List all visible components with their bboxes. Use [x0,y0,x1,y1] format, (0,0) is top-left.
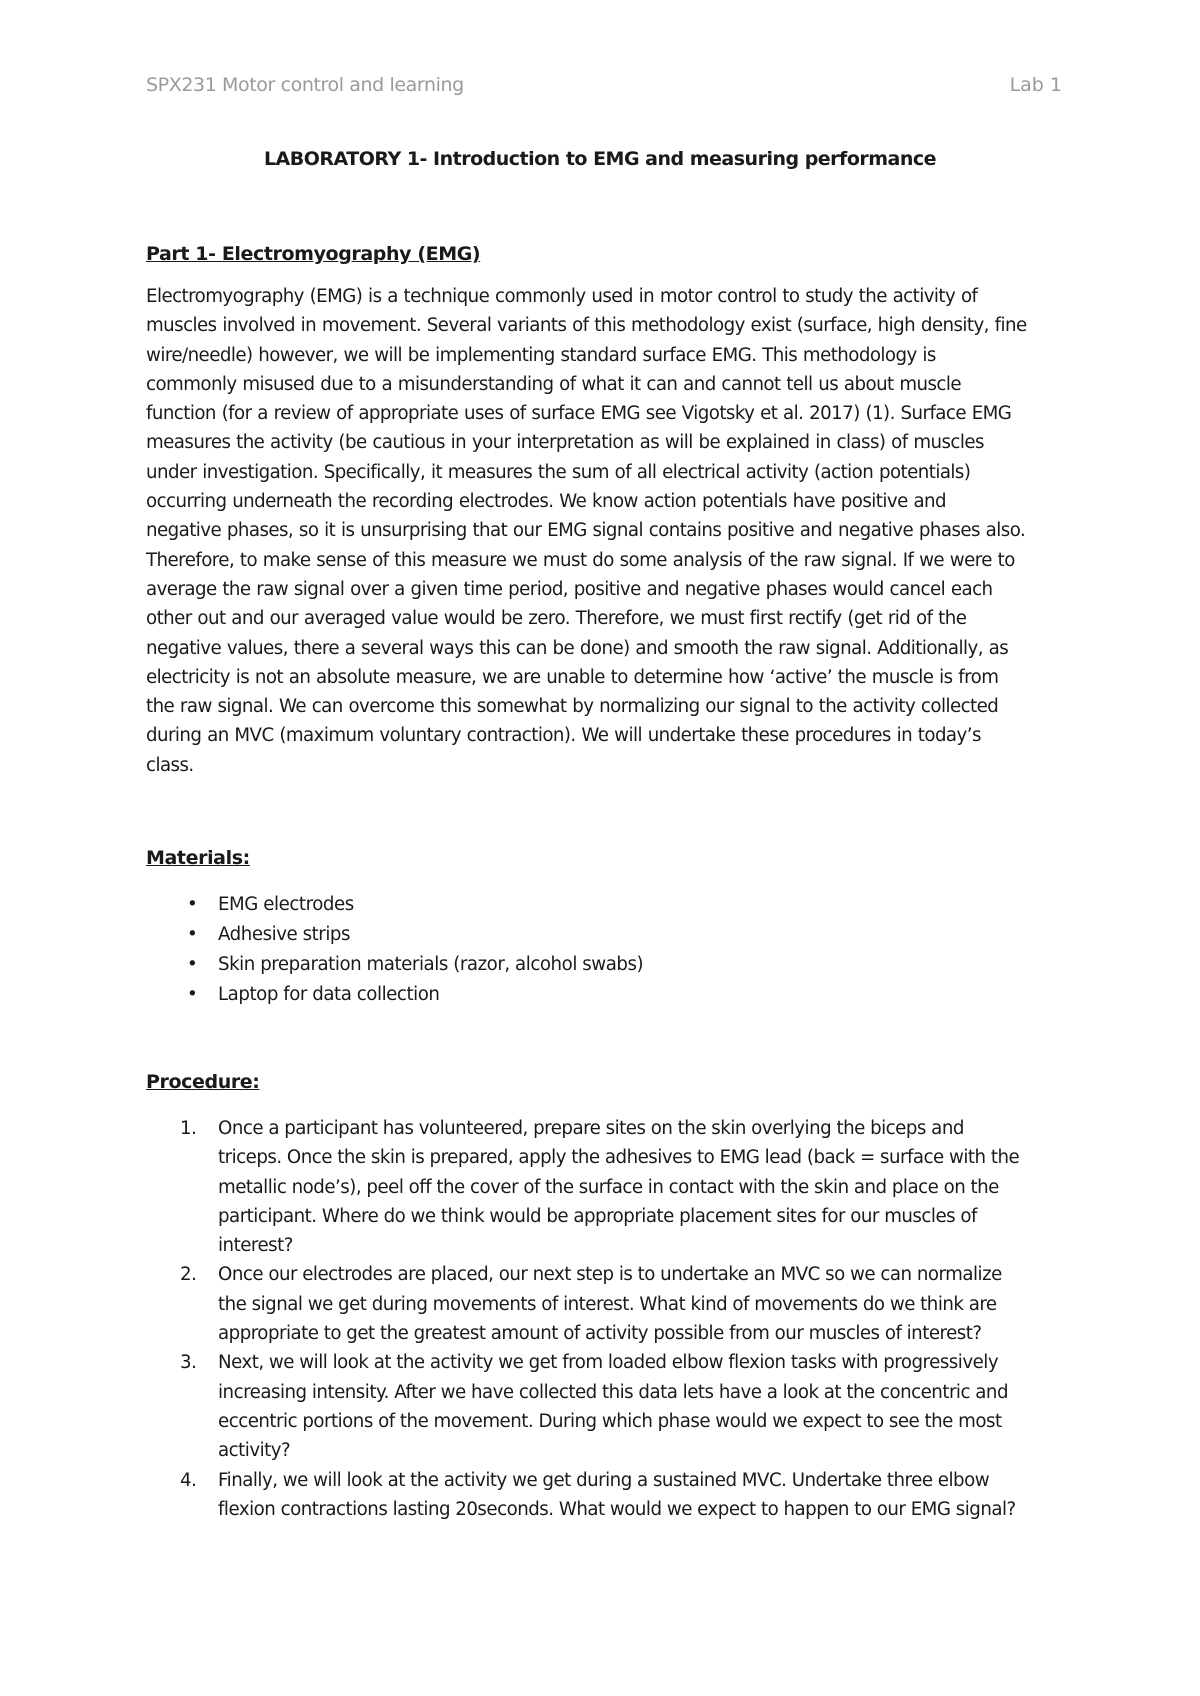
materials-item: Skin preparation materials (razor, alcohol swabs) [218,954,644,975]
materials-heading: Materials: [146,847,250,869]
procedure-step [146,1466,1019,1525]
procedure-step [146,1114,1019,1260]
part1-paragraph [146,282,1066,780]
procedure-list [146,1114,1019,1524]
step-number: 2. [180,1264,197,1286]
paragraph-line: muscles involved in movement. Several variants of this methodology exist (surface, high density, fine [146,315,1027,337]
list-item [146,890,643,920]
materials-item: Adhesive strips [218,924,351,945]
paragraph-line: during an MVC (maximum voluntary contraction). We will undertake these procedures in today’s [146,725,981,747]
procedure-step [146,1260,1019,1348]
paragraph-line: wire/needle) however, we will be implementing standard surface EMG. This methodology is [146,344,936,366]
step-line: the signal we get during movements of interest. What kind of movements do we think are [218,1293,997,1315]
list-item [146,950,643,980]
step-number: 3. [180,1352,197,1374]
paragraph-line: function (for a review of appropriate uses of surface EMG see Vigotsky et al. 2017) (1). Surface EMG [146,403,1012,425]
procedure-heading: Procedure: [146,1071,260,1093]
paragraph-line: measures the activity (be cautious in your interpretation as will be explained in class) of muscles [146,432,984,454]
part1-heading: Part 1- Electromyography (EMG) [146,243,481,265]
step-line: activity? [218,1440,291,1462]
step-line: flexion contractions lasting 20seconds. What would we expect to happen to our EMG signal? [218,1498,1016,1520]
materials-item: EMG electrodes [218,894,354,915]
step-line: Once our electrodes are placed, our next step is to undertake an MVC so we can normalize [218,1264,1002,1286]
step-number: 1. [180,1118,197,1139]
paragraph-line: other out and our averaged value would be zero. Therefore, we must first rectify (get rid of the [146,608,967,630]
paragraph-line: commonly misused due to a misunderstanding of what it can and cannot tell us about muscle [146,373,962,395]
paragraph-line: the raw signal. We can overcome this somewhat by normalizing our signal to the activity collected [146,696,999,718]
bullet-icon: • [187,924,198,945]
step-line: participant. Where do we think would be appropriate placement sites for our muscles of [218,1205,977,1227]
paragraph-line: negative phases, so it is unsurprising that our EMG signal contains positive and negative phases also. [146,520,1026,542]
step-line: Finally, we will look at the activity we get during a sustained MVC. Undertake three elbow [218,1469,990,1491]
paragraph-line: Electromyography (EMG) is a technique commonly used in motor control to study the activity of [146,286,978,307]
paragraph-line: electricity is not an absolute measure, we are unable to determine how ‘active’ the muscle is from [146,666,999,688]
step-line: interest? [218,1235,293,1257]
materials-list [146,890,643,1010]
bullet-icon: • [187,894,198,915]
list-item [146,980,643,1010]
step-line: Next, we will look at the activity we get from loaded elbow flexion tasks with progressively [218,1352,999,1374]
bullet-icon: • [187,954,198,975]
paragraph-line: Therefore, to make sense of this measure we must do some analysis of the raw signal. If we were to [146,549,1015,571]
step-line: appropriate to get the greatest amount of activity possible from our muscles of interest? [218,1323,982,1345]
header-course-title: SPX231 Motor control and learning [146,74,464,96]
step-number: 4. [180,1469,197,1491]
page-title: LABORATORY 1- Introduction to EMG and measuring performance [263,148,937,170]
paragraph-line: occurring underneath the recording electrodes. We know action potentials have positive and [146,491,947,513]
step-line: increasing intensity. After we have collected this data lets have a look at the concentric and [218,1381,1008,1403]
paragraph-line: average the raw signal over a given time period, positive and negative phases would cancel each [146,578,993,600]
step-line: Once a participant has volunteered, prepare sites on the skin overlying the biceps and [218,1118,964,1139]
step-line: metallic node’s), peel off the cover of the surface in contact with the skin and place on the [218,1176,999,1198]
step-line: eccentric portions of the movement. During which phase would we expect to see the most [218,1410,1002,1432]
bullet-icon: • [187,984,198,1005]
materials-item: Laptop for data collection [218,984,440,1005]
list-item [146,920,643,950]
step-line: triceps. Once the skin is prepared, apply the adhesives to EMG lead (back = surface with the [218,1147,1020,1169]
paragraph-line: class. [146,754,194,776]
paragraph-line: negative values, there a several ways this can be done) and smooth the raw signal. Additionally, as [146,637,1009,659]
procedure-step [146,1348,1019,1465]
paragraph-line: under investigation. Specifically, it measures the sum of all electrical activity (action potentials) [146,461,971,483]
header-lab-number: Lab 1 [1009,74,1062,96]
